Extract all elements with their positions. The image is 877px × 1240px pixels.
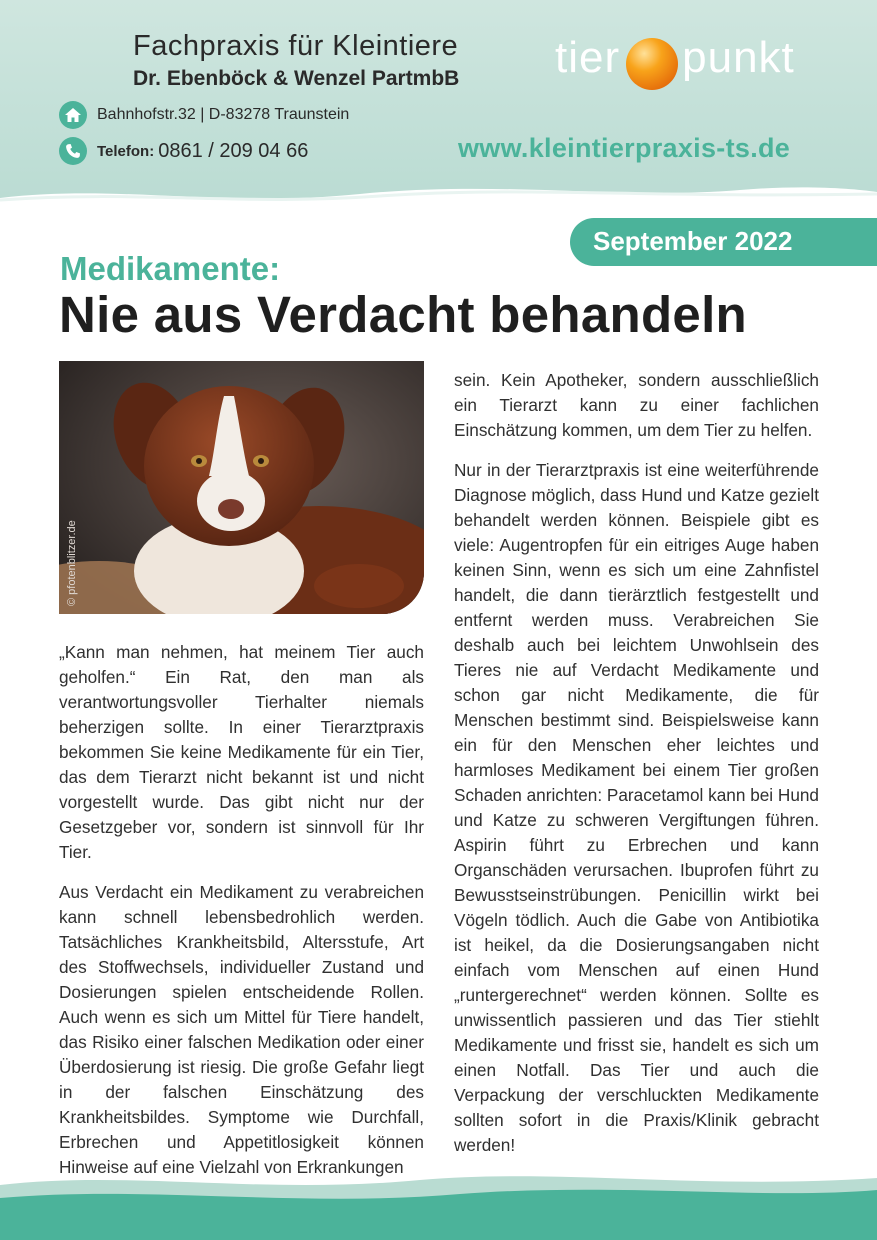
issue-date: September 2022 — [593, 226, 793, 256]
paragraph: „Kann man nehmen, hat meinem Tier auch geholfen.“ Ein Rat, den man als verantwortungsvoller Tierhalter niemals beherzigen sollte. In einer Tierarztpraxis bekommen Sie keine Medikamente für ein Tier, das dem Tierarzt nicht bekannt ist und nicht vorgestellt wurde. Das gibt nicht nur der Gesetzgeber vor, sondern ist sinnvoll für Ihr Tier. — [59, 642, 424, 862]
phone-row — [59, 137, 308, 165]
phone-label: Telefon: — [97, 142, 155, 160]
logo-orange-ball — [626, 38, 678, 90]
practice-name: Fachpraxis für Kleintiere — [133, 30, 459, 62]
paragraph: Nur in der Tierarztpraxis ist eine weiterführende Diagnose möglich, dass Hund und Katze gezielt behandelt werden können. Beispiele gibt es viele: Augentropfen für ein eitriges Auge haben keinen Sinn, wenn es sich um eine Zahnfistel handelt, die dann tierärztlich festgestellt und entfernt werden muss. Verabreichen Sie deshalb auch bei leichtem Unwohlsein des Tieres nie auf Verdacht Medikamente und schon gar nicht Medikamente, die für Menschen bestimmt sind. Beispielsweise kann ein für den Menschen eher leichtes und harmloses Medikament bei einem Tier großen Schaden anrichten: Paracetamol kann bei Hund und Katze zu schweren Vergiftungen führen. Aspirin führt zu Erbrechen und kann Organschäden verursachen. Ibuprofen führt zu Bewusstseinstrübungen. Penicillin wirkt bei Vögeln tödlich. Auch die Gabe von Antibiotika ist heikel, da die Dosierungsangaben nicht einfach vom Menschen auf einen Hund „runtergerechnet“ werden können. Sollte es unwissentlich passieren und das Tier stiehlt Medikamente und frisst sie, handelt es sich um einen Notfall. Das Tier und auch die Verpackung der verschluckten Medikamente sollten sofort in die Praxis/Klinik gebracht werden! — [454, 460, 819, 1155]
photo-credit: © pfotenblitzer.de — [66, 520, 78, 606]
dog-illustration — [59, 361, 424, 614]
home-icon — [59, 101, 87, 129]
website-link[interactable]: www.kleintierpraxis-ts.de — [458, 133, 791, 163]
article-column-left — [59, 640, 424, 1195]
article-column-right — [454, 368, 819, 1173]
paragraph: Aus Verdacht ein Medikament zu verabreichen kann schnell lebensbedrohlich werden. Tatsächliches Krankheitsbild, Altersstufe, Art des Stoffwechsels, individueller Zustand und Dosierungen spielen entscheidende Rollen. Auch wenn es sich um Mittel für Tiere handelt, das Risiko einer falschen Medikation oder einer Überdosierung ist riesig. Die große Gefahr liegt in der falschen Einschätzung des Krankheitsbildes. Symptome wie Durchfall, Erbrechen und Appetitlosigkeit können Hinweise auf eine Vielzahl von Erkrankungen — [59, 882, 424, 1177]
logo-text-left: tier — [555, 33, 621, 82]
dog-photo — [59, 361, 424, 614]
logo-text-right: punkt — [682, 33, 795, 82]
article-headline: Nie aus Verdacht behandeln — [59, 286, 748, 343]
tierpunkt-logo — [555, 28, 825, 88]
phone-number[interactable]: 0861 / 209 04 66 — [158, 139, 309, 162]
practice-owners: Dr. Ebenböck & Wenzel PartmbB — [133, 67, 460, 90]
paragraph: sein. Kein Apotheker, sondern ausschließlich ein Tierarzt kann zu einer fachlichen Einschätzung kommen, um dem Tier zu helfen. — [454, 370, 819, 440]
phone-icon — [59, 137, 87, 165]
footer-wave — [0, 1140, 877, 1240]
address-text: Bahnhofstr.32 | D-83278 Traunstein — [97, 106, 350, 123]
address-row — [59, 101, 349, 129]
article-kicker: Medikamente: — [60, 250, 281, 287]
